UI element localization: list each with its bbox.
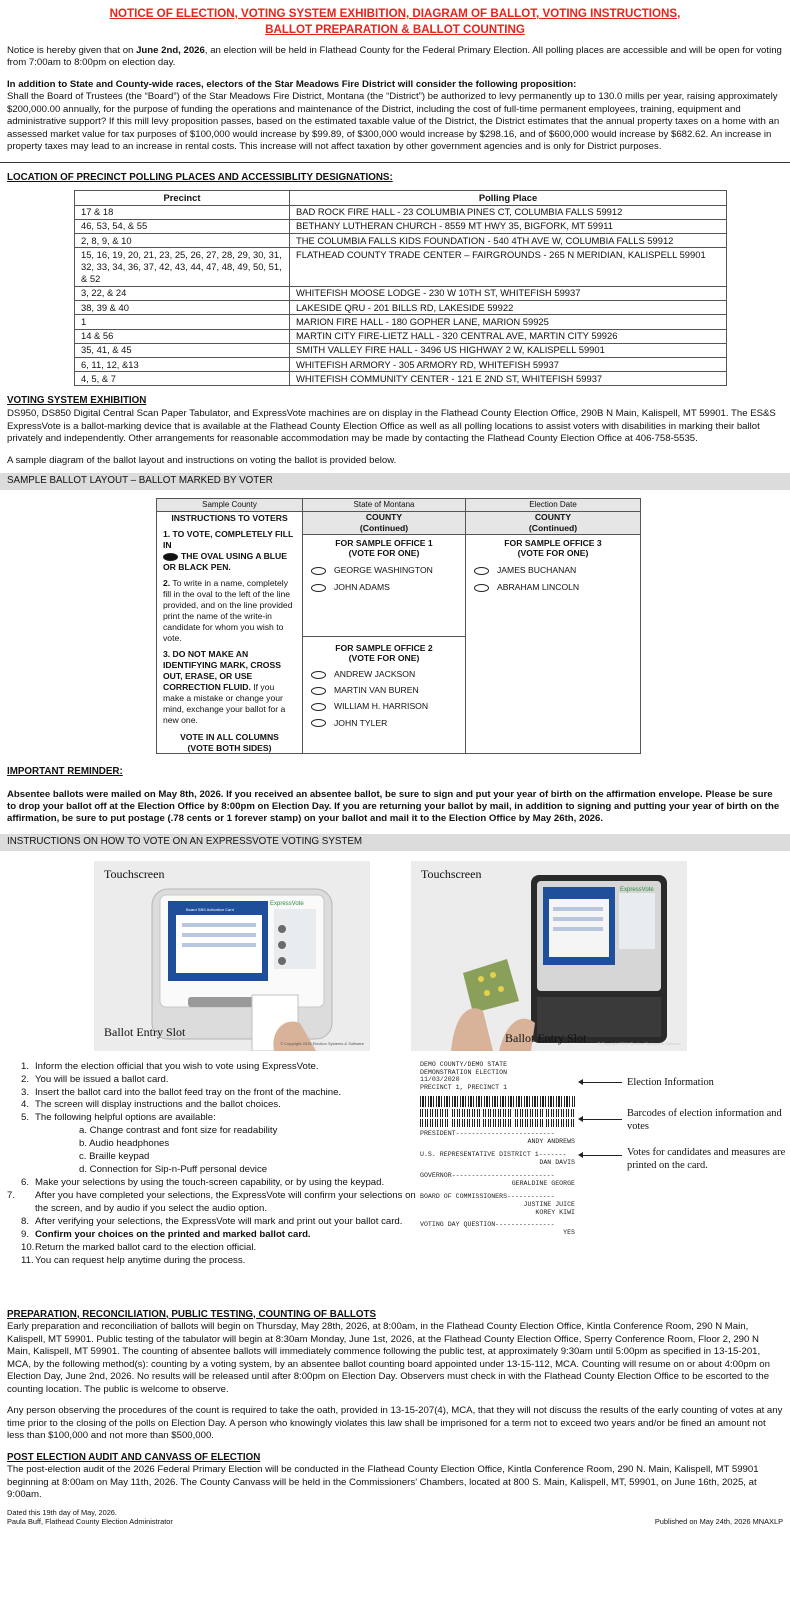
vote-oval-icon[interactable]: [311, 584, 326, 592]
reminder-body: Absentee ballots were mailed on May 8th, 2026. If you received an absentee ballot, be sure to sign and put your year of birth on the affirmation envelope. Please be sure to drop your ballot off at the Election Office by 8:00pm on Election Day. If you are returning your ballot by mail, in addition to signing and putting your year of birth on the affirmation, be sure to put postage (.78 cents or 1 forever stamp) on your ballot and mail it to the Election Office by May 26th, 2026.: [7, 788, 780, 825]
step-text: Make your selections by using the touch-screen capability, or by using the keypad.: [35, 1177, 385, 1189]
prep-body-1: Early preparation and reconciliation of ballots will begin on Thursday, May 28th, 2026, at 8:00am, in the Flathead County Election Office, Kintla Conference Room, 290 N Main, Kalispell, MT 59901. Public testing of the tabulator will begin at 8:30am Monday, June 1st, 2026, at the Flathead County Election Office, Sperry Conference Room, Floor 2, 290 N Main, Kalispell, MT 59901. The counting of absentee ballots will immediately commence following the public test, at approximately 9:30am until 5:00pm as specified in 13-15-201, MCA, by the following method(s): counting by a voting system, by an absentee ballot counting board appointed under 13-15-112, MCA. Counting will resume on or about 4:00pm on Election Day, June 2nd, 2026. No results will be released until after 8:00pm on Election Day. Observers must check in with the Flathead County Election Office to be escorted to the counting location. The public is welcome to observe.: [7, 1321, 770, 1395]
polling-place-cell: THE COLUMBIA FALLS KIDS FOUNDATION - 540 4TH AVE W, COLUMBIA FALLS 59912: [290, 234, 727, 248]
step-text: After verifying your selections, the ExpressVote will mark and print out your ballot card.: [35, 1215, 403, 1227]
county-label-2: COUNTY: [534, 512, 572, 523]
precinct-cell: 2, 8, 9, & 10: [75, 234, 290, 248]
brand-logo-1: ExpressVote: [270, 900, 304, 907]
label-touchscreen-2: Touchscreen: [421, 866, 482, 881]
table-row: [75, 372, 727, 386]
receipt-barcode-1: [420, 1096, 575, 1107]
step-text: The following helpful options are available:: [35, 1112, 216, 1124]
reminder-heading: IMPORTANT REMINDER:: [7, 765, 123, 777]
notice-title: [7, 6, 783, 39]
office-2-heading: [303, 643, 465, 664]
polling-place-cell: MARION FIRE HALL - 180 GOPHER LANE, MARION 59925: [290, 315, 727, 329]
office-1: [303, 538, 465, 637]
table-row: [75, 343, 727, 357]
ballot-head-county: Sample County: [157, 499, 302, 512]
audit-body: The post-election audit of the 2026 Federal Primary Election will be conducted in the Flathead County Election Office, Kintla Conference Room, 290 N. Main, Kalispell, MT 59901 beginning at 8:00am on May 11th, 2026. The County Canvass will be held in the Commissioners’ Chambers, located at 800 S. Main, Kalispell, MT, 59901, on June 16th, 2025, at 9:00am.: [7, 1464, 759, 1501]
candidate-name: JOHN TYLER: [334, 717, 388, 728]
precinct-cell: 14 & 56: [75, 329, 290, 343]
table-row: [75, 219, 727, 233]
polling-place-cell: FLATHEAD COUNTY TRADE CENTER – FAIRGROUNDS - 265 N MERIDIAN, KALISPELL 59901: [290, 248, 727, 287]
precinct-cell: 1: [75, 315, 290, 329]
candidate-row[interactable]: [303, 669, 465, 680]
candidate-name: JOHN ADAMS: [334, 582, 390, 593]
expressvote-side-figure: [411, 861, 687, 1051]
instr-1: [163, 551, 296, 573]
receipt-line-1: DEMO COUNTY/DEMO STATE: [420, 1060, 508, 1068]
voting-system-body: DS950, DS850 Digital Central Scan Paper Tabulator, and ExpressVote machines are on display in the Flathead County Election Office, 290B N Main, Kalispell, MT 59901. The ES&S ExpressVote is a ballot-marking device that is available at the Flathead County Election Office as well as all polling locations to assist voters with disabilities in marking their ballot privately and independently. Other arrangements for reasonable accommodation may be made by contacting the Flathead County Election Office at 406-758-5535.: [7, 408, 776, 445]
list-item: 2. You will be issued a ballot card.: [21, 1073, 169, 1085]
candidate-name: ABRAHAM LINCOLN: [497, 582, 580, 593]
county-continued-2: [466, 512, 640, 534]
receipt-race-2: U.S. REPRESENTATIVE DISTRICT 1-------: [420, 1151, 567, 1159]
title-line-1: NOTICE OF ELECTION, VOTING SYSTEM EXHIBITION, DIAGRAM OF BALLOT, VOTING INSTRUCTIONS,: [109, 7, 681, 20]
office-2-vote-for: (VOTE FOR ONE): [348, 653, 420, 664]
candidate-name: GEORGE WASHINGTON: [334, 565, 433, 576]
precinct-cell: 35, 41, & 45: [75, 343, 290, 357]
step-text: The screen will display instructions and the ballot choices.: [35, 1099, 281, 1111]
sample-ballot: [156, 498, 641, 754]
office-3-vote-for: (VOTE FOR ONE): [517, 548, 589, 559]
expressvote-front-icon: [94, 861, 370, 1051]
office-2: [303, 643, 465, 729]
polling-heading: LOCATION OF PRECINCT POLLING PLACES AND ACCESSIBLITY DESIGNATIONS:: [7, 171, 393, 183]
receipt-barcode-3: [420, 1119, 575, 1127]
label-touchscreen-1: Touchscreen: [104, 866, 165, 881]
footer-signature: [7, 1508, 173, 1527]
candidate-row[interactable]: [466, 565, 640, 576]
polling-place-cell: BETHANY LUTHERAN CHURCH - 8559 MT HWY 35, BIGFORK, MT 59911: [290, 219, 727, 233]
candidate-row[interactable]: [303, 701, 465, 712]
table-row: [75, 301, 727, 315]
precinct-cell: 15, 16, 19, 20, 21, 23, 25, 26, 27, 28, 29, 30, 31, 32, 33, 34, 36, 37, 42, 43, 44, 47, 48, 49, 50, 51, & 52: [75, 248, 290, 287]
steps-list: [7, 1060, 421, 1268]
list-item: 1. Inform the election official that you wish to vote using ExpressVote.: [21, 1060, 319, 1072]
ballot-card-receipt: [420, 1061, 575, 1238]
office-1-vote-for: (VOTE FOR ONE): [348, 548, 420, 559]
sample-note: A sample diagram of the ballot layout and instructions on voting the ballot is provided below.: [7, 454, 397, 466]
precinct-cell: 3, 22, & 24: [75, 286, 290, 300]
step-text: You can request help anytime during the process.: [35, 1254, 246, 1266]
vote-oval-icon[interactable]: [474, 567, 489, 575]
option-item: a. Change contrast and font size for readability: [79, 1125, 278, 1137]
candidate-name: JAMES BUCHANAN: [497, 565, 577, 576]
ballot-instructions: [157, 512, 302, 754]
label-ballot-slot-2: Ballot Entry Slot: [505, 1030, 587, 1045]
polling-place-cell: MARTIN CITY FIRE-LIETZ HALL - 320 CENTRAL AVE, MARTIN CITY 59926: [290, 329, 727, 343]
instr-3a: 3. DO NOT MAKE AN IDENTIFYING MARK, CROSS OUT, ERASE, OR USE CORRECTION FLUID.: [163, 649, 281, 693]
copyright-2: © Copyright 2019 Election Systems & Software: [597, 1041, 681, 1047]
table-row: [75, 286, 727, 300]
election-date: June 2nd, 2026: [136, 44, 205, 56]
callout-votes: Votes for candidates and measures are printed on the card.: [627, 1146, 786, 1172]
candidate-row[interactable]: [466, 582, 640, 593]
polling-place-cell: SMITH VALLEY FIRE HALL - 3496 US HIGHWAY 2 W, KALISPELL 59901: [290, 343, 727, 357]
expressvote-steps: [7, 1060, 786, 1309]
title-line-2: BALLOT PREPARATION & BALLOT COUNTING: [265, 23, 525, 37]
footer-published: Published on May 24th, 2026 MNAXLP: [654, 1517, 783, 1527]
arrow-left-icon: [582, 1119, 622, 1120]
step-text: Return the marked ballot card to the election official.: [35, 1241, 257, 1253]
office-3-title: FOR SAMPLE OFFICE 3: [504, 537, 602, 548]
callout-election-info: Election Information: [627, 1076, 714, 1088]
ballot-column-date: [466, 499, 640, 753]
county-continued: [303, 512, 465, 534]
list-item: 7. After you have completed your selections, the ExpressVote will confirm your selections on the screen, and by audio if you select the audio option.: [7, 1190, 416, 1214]
ballot-head-state: State of Montana: [303, 499, 465, 512]
table-row: [75, 358, 727, 372]
screen-title-1: Board SBS Activation Card: [186, 906, 234, 912]
list-item: 4. The screen will display instructions and the ballot choices.: [21, 1099, 281, 1111]
receipt-barcode-2: [420, 1109, 575, 1117]
step-text: Confirm your choices on the printed and marked ballot card.: [35, 1228, 311, 1240]
candidate-row[interactable]: [303, 565, 465, 576]
vote-oval-icon[interactable]: [311, 567, 326, 575]
expressvote-band: INSTRUCTIONS ON HOW TO VOTE ON AN EXPRESSVOTE VOTING SYSTEM: [0, 834, 790, 851]
voting-system-heading: VOTING SYSTEM EXHIBITION: [7, 395, 147, 407]
ballot-column-state: [303, 499, 466, 753]
table-row: [75, 248, 727, 287]
polling-place-cell: WHITEFISH MOOSE LODGE - 230 W 10TH ST, WHITEFISH 59937: [290, 286, 727, 300]
polling-place-cell: BAD ROCK FIRE HALL - 23 COLUMBIA PINES CT, COLUMBIA FALLS 59912: [290, 205, 727, 219]
list-item: 6. Make your selections by using the touch-screen capability, or by using the keypad.: [21, 1177, 385, 1189]
instr-2-text: To write in a name, completely fill in the oval to the left of the line provided, and on the line provided print the name of the write-in candidate for whom you wish to vote.: [163, 578, 293, 644]
instr-4: VOTE IN ALL COLUMNS: [180, 732, 279, 743]
instr-1b: THE OVAL USING A BLUE OR BLACK PEN.: [163, 551, 287, 573]
receipt-choice-3: GERALDINE GEORGE: [511, 1179, 575, 1187]
filled-oval-icon: [163, 553, 178, 561]
instr-2: [163, 578, 296, 644]
table-row: [75, 205, 727, 219]
instr-title: INSTRUCTIONS TO VOTERS: [171, 513, 288, 524]
precinct-cell: 6, 11, 12, &13: [75, 358, 290, 372]
audit-heading: POST ELECTION AUDIT AND CANVASS OF ELECTION: [7, 1451, 261, 1463]
instr-2-number: 2.: [163, 578, 171, 589]
callout-barcodes: Barcodes of election information and votes: [627, 1107, 782, 1133]
list-item: 5. The following helpful options are available:: [21, 1112, 216, 1124]
vote-oval-icon[interactable]: [311, 703, 326, 711]
label-ballot-slot-1: Ballot Entry Slot: [104, 1024, 186, 1039]
footer-dated: Dated this 19th day of May, 2026.: [7, 1507, 117, 1517]
vote-oval-icon[interactable]: [474, 584, 489, 592]
precinct-cell: 17 & 18: [75, 205, 290, 219]
list-item: 9. Confirm your choices on the printed and marked ballot card.: [21, 1228, 311, 1240]
receipt-line-2: DEMONSTRATION ELECTION: [420, 1068, 508, 1076]
proposition-body: Shall the Board of Trustees (the “Board”) of the Star Meadows Fire District, Montana (the “District”) be authorized to levy permanently up to 130.0 mills per year, raising approximately $200,000.00 annually, for the purpose of funding the operations and maintenance of the District, including the cost of full-time permanent employees, training, equipment and administrative support? If this mill levy proposition passes, based on the estimated taxable value of the District, the District estimates that the annual property taxes on a home with an assessed market value for tax purposes of $100,000 would increase by $99.89, of $300,000 would increase by $298.16, and of $600,000 would increase by $682.62. An increase in property taxes may lead to an increase in rental costs. This increase will not affect taxation by other government agencies and is only for District purposes.: [7, 91, 780, 153]
table-row: [75, 234, 727, 248]
list-item: 8. After verifying your selections, the ExpressVote will mark and print out your ballot card.: [21, 1215, 403, 1227]
step-text: Insert the ballot card into the ballot feed tray on the front of the machine.: [35, 1086, 342, 1098]
table-row: [75, 329, 727, 343]
precinct-cell: 38, 39 & 40: [75, 301, 290, 315]
expressvote-front-figure: [94, 861, 370, 1051]
polling-place-cell: WHITEFISH ARMORY - 305 ARMORY RD, WHITEFISH 59937: [290, 358, 727, 372]
arrow-left-icon: [582, 1082, 622, 1083]
instr-3b: If you make a mistake or change your mind, exchange your ballot for a new one.: [163, 682, 286, 726]
option-item: b. Audio headphones: [79, 1138, 170, 1150]
proposition-heading: In addition to State and County-wide races, electors of the Star Meadows Fire District will consider the following proposition:: [7, 78, 577, 90]
intro-paragraph: [7, 45, 783, 70]
receipt-race-5: VOTING DAY QUESTION---------------: [420, 1221, 555, 1229]
list-item: 11.You can request help anytime during the process.: [21, 1254, 246, 1266]
candidate-name: WILLIAM H. HARRISON: [334, 701, 429, 712]
receipt-race-3: GOVERNOR--------------------------: [420, 1171, 555, 1179]
candidate-row[interactable]: [303, 718, 465, 729]
footer-signer: Paula Buff, Flathead County Election Administrator: [7, 1517, 173, 1527]
step-text: After you have completed your selections, the ExpressVote will confirm your selections on the screen, and by audio if you select the audio option.: [35, 1190, 416, 1214]
table-row: [75, 315, 727, 329]
candidate-name: ANDREW JACKSON: [334, 669, 416, 680]
receipt-choice-5: YES: [563, 1229, 575, 1237]
office-1-title: FOR SAMPLE OFFICE 1: [335, 537, 433, 548]
ballot-head-date: Election Date: [466, 499, 640, 512]
step-text: Inform the election official that you wish to vote using ExpressVote.: [35, 1060, 319, 1072]
office-2-title: FOR SAMPLE OFFICE 2: [335, 642, 433, 653]
receipt-line-3: 11/03/2020: [420, 1076, 460, 1084]
candidate-row[interactable]: [303, 582, 465, 593]
receipt-choice-4b: KOREY KIWI: [535, 1208, 575, 1216]
instr-3: [163, 649, 296, 726]
office-3-heading: [466, 538, 640, 559]
candidate-row[interactable]: [303, 685, 465, 696]
candidate-name: MARTIN VAN BUREN: [334, 685, 419, 696]
option-item: d. Connection for Sip-n-Puff personal device: [79, 1164, 268, 1176]
receipt-choice-2: DAN DAVIS: [539, 1159, 575, 1167]
continued-label-2: (Continued): [528, 522, 578, 533]
ballot-column-instructions: [157, 499, 303, 753]
arrow-left-icon: [582, 1155, 622, 1156]
divider: [0, 162, 790, 163]
receipt-race-1: PRESIDENT-------------------------: [420, 1130, 555, 1138]
intro-lead: Notice is hereby given that on: [7, 44, 137, 56]
receipt-race-4: BOARD OF COMMISSIONERS------------: [420, 1192, 555, 1200]
copyright-1: © Copyright 2019 Election Systems & Software: [280, 1041, 364, 1047]
vote-oval-icon[interactable]: [311, 719, 326, 727]
list-item: 3. Insert the ballot card into the ballot feed tray on the front of the machine.: [21, 1086, 342, 1098]
precinct-cell: 4, 5, & 7: [75, 372, 290, 386]
office-1-heading: [303, 538, 465, 559]
ballot-band: SAMPLE BALLOT LAYOUT – BALLOT MARKED BY VOTER: [0, 473, 790, 490]
polling-place-cell: LAKESIDE QRU - 201 BILLS RD, LAKESIDE 59922: [290, 301, 727, 315]
receipt-line-4: PRECINCT 1, PRECINCT 1: [420, 1084, 508, 1092]
step-text: You will be issued a ballot card.: [35, 1073, 169, 1085]
vote-oval-icon[interactable]: [311, 671, 326, 679]
receipt-choice-4a: JUSTINE JUICE: [523, 1200, 575, 1208]
footer: [7, 1508, 783, 1527]
option-item: c. Braille keypad: [79, 1151, 150, 1163]
vote-oval-icon[interactable]: [311, 687, 326, 695]
instr-5: (VOTE BOTH SIDES): [187, 743, 272, 754]
intro-rest: , an election will be held in Flathead County for the Federal Primary Election. All polling places are accessible and will be open for voting from 7:00am to 8:00pm on election day.: [7, 44, 782, 69]
receipt-choice-1: ANDY ANDREWS: [527, 1138, 575, 1146]
continued-label: (Continued): [359, 522, 409, 533]
list-item: 10.Return the marked ballot card to the election official.: [21, 1241, 257, 1253]
precinct-cell: 46, 53, 54, & 55: [75, 219, 290, 233]
col-precinct: Precinct: [75, 191, 290, 205]
polling-place-cell: WHITEFISH COMMUNITY CENTER - 121 E 2ND ST, WHITEFISH 59937: [290, 372, 727, 386]
prep-body-2: Any person observing the procedures of the count is required to take the oath, provided in 13-15-207(4), MCA, that they will not discuss the results of the early counting of votes at any time prior to the closing of the polls on Election Day. A person who knowingly violates this law shall be imprisoned for a term not to exceed two years and/or be fined an amount not less than $100,000 and not more than $500,000.: [7, 1405, 783, 1442]
county-label: COUNTY: [365, 512, 403, 523]
instr-1a: 1. TO VOTE, COMPLETELY FILL IN: [163, 529, 294, 551]
brand-logo-2: ExpressVote: [620, 886, 654, 893]
expressvote-figures: [7, 861, 783, 1051]
col-polling-place: Polling Place: [290, 191, 727, 205]
polling-places-table: [74, 190, 727, 386]
prep-heading: PREPARATION, RECONCILIATION, PUBLIC TESTING, COUNTING OF BALLOTS: [7, 1308, 377, 1320]
